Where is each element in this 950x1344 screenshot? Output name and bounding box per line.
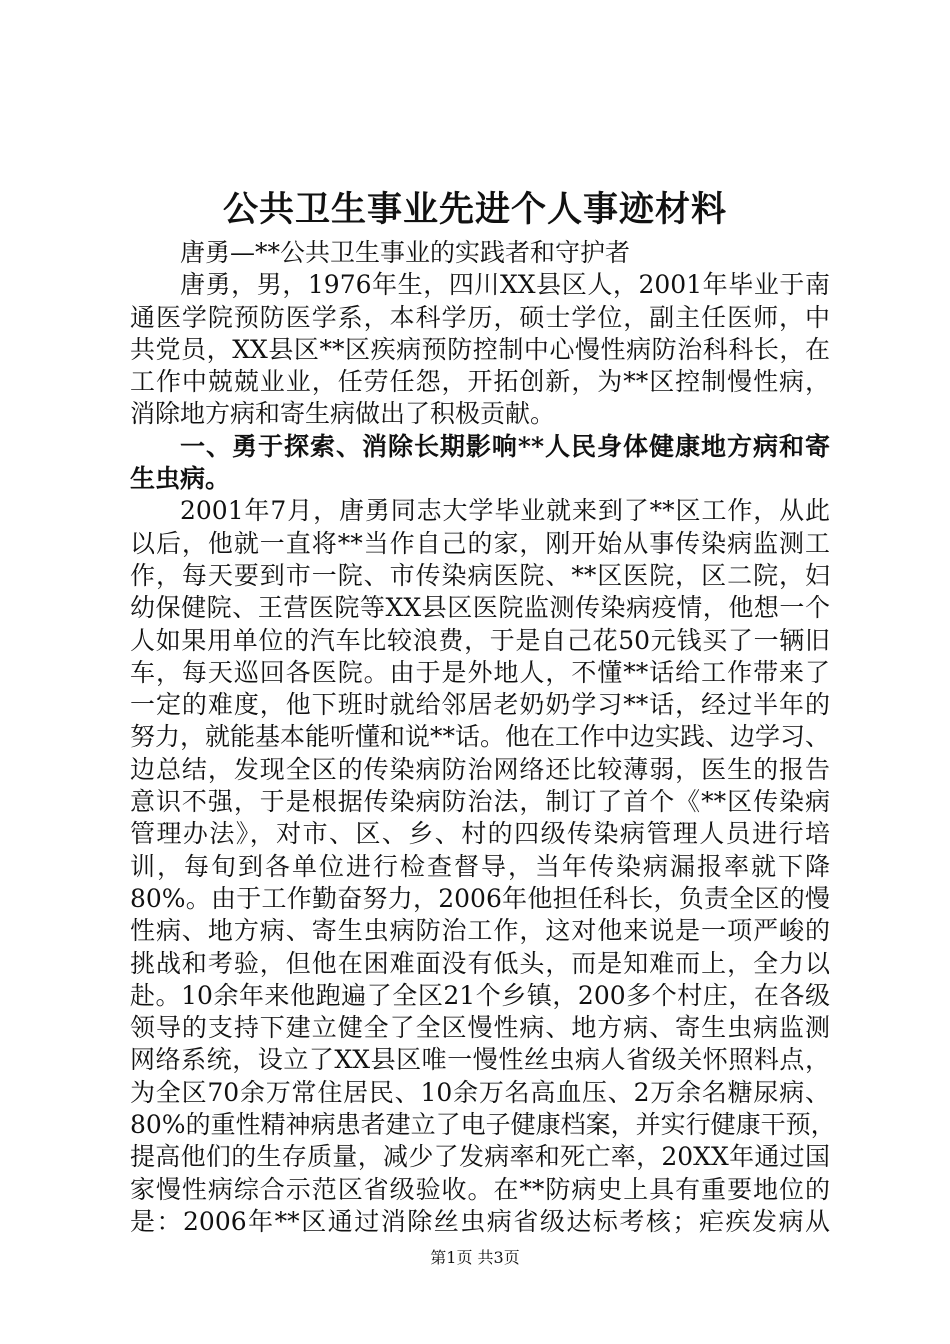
body-text-line: 唐勇—**公共卫生事业的实践者和守护者	[180, 238, 631, 267]
document-title: 公共卫生事业先进个人事迹材料	[222, 189, 727, 230]
body-text-line: 网络系统，设立了XX县区唯一慢性丝虫病人省级关怀照料点，	[130, 1045, 830, 1075]
body-text-line: 领导的支持下建立健全了全区慢性病、地方病、寄生虫病监测	[130, 1013, 830, 1043]
body-text-line: 管理办法》，对市、区、乡、村的四级传染病管理人员进行培	[130, 819, 830, 849]
body-text-line: 一定的难度，他下班时就给邻居老奶奶学习**话，经过半年的	[130, 690, 830, 720]
body-text-line: 车，每天巡回各医院。由于是外地人，不懂**话给工作带来了	[130, 657, 830, 687]
body-text-line: 提高他们的生存质量，减少了发病率和死亡率，20XX年通过国	[130, 1142, 830, 1172]
page-number-footer: 第1页 共3页	[430, 1248, 520, 1267]
body-text-line: 80%的重性精神病患者建立了电子健康档案，并实行健康干预，	[130, 1110, 836, 1140]
document-body	[130, 237, 836, 1238]
body-text-line: 边总结，发现全区的传染病防治网络还比较薄弱，医生的报告	[130, 754, 830, 784]
body-text-line: 作，每天要到市一院、市传染病医院、**区医院，区二院，妇	[130, 560, 830, 590]
body-text-line: 80%。由于工作勤奋努力，2006年他担任科长，负责全区的慢	[130, 883, 830, 913]
body-text-line: 努力，就能基本能听懂和说**话。他在工作中边实践、边学习、	[130, 722, 831, 752]
body-text-line: 唐勇，男，1976年生，四川XX县区人，2001年毕业于南	[180, 270, 830, 300]
body-text-line: 家慢性病综合示范区省级验收。在**防病史上具有重要地位的	[130, 1174, 830, 1204]
body-text-line: 性病、地方病、寄生虫病防治工作，这对他来说是一项严峻的	[130, 916, 830, 946]
body-text-line: 以后，他就一直将**当作自己的家，刚开始从事传染病监测工	[130, 528, 830, 558]
body-text-line: 工作中兢兢业业，任劳任怨，开拓创新，为**区控制慢性病，	[130, 367, 830, 397]
body-text-line: 训，每旬到各单位进行检查督导，当年传染病漏报率就下降	[130, 851, 830, 881]
body-text-line: 是：2006年**区通过消除丝虫病省级达标考核；疟疾发病从	[130, 1206, 830, 1236]
body-text-line: 为全区70余万常住居民、10余万名高血压、2万余名糖尿病、	[130, 1077, 830, 1107]
section-heading-line: 一、勇于探索、消除长期影响**人民身体健康地方病和寄	[180, 431, 830, 461]
body-text-line: 人如果用单位的汽车比较浪费，于是自己花50元钱买了一辆旧	[130, 625, 830, 655]
body-text-line: 赴。10余年来他跑遍了全区21个乡镇，200多个村庄，在各级	[130, 980, 830, 1010]
section-heading-line: 生虫病。	[130, 464, 231, 494]
body-text-line: 消除地方病和寄生病做出了积极贡献。	[130, 399, 556, 429]
body-text-line: 共党员，XX县区**区疾病预防控制中心慢性病防治科科长，在	[130, 334, 830, 364]
body-text-line: 挑战和考验，但他在困难面没有低头，而是知难而上，全力以	[130, 948, 830, 978]
body-text-line: 意识不强，于是根据传染病防治法，制订了首个《**区传染病	[130, 787, 830, 817]
body-text-line: 幼保健院、王营医院等XX县区医院监测传染病疫情，他想一个	[130, 593, 830, 623]
body-text-line: 通医学院预防医学系，本科学历，硕士学位，副主任医师，中	[130, 302, 830, 332]
body-text-line: 2001年7月，唐勇同志大学毕业就来到了**区工作，从此	[180, 496, 830, 526]
